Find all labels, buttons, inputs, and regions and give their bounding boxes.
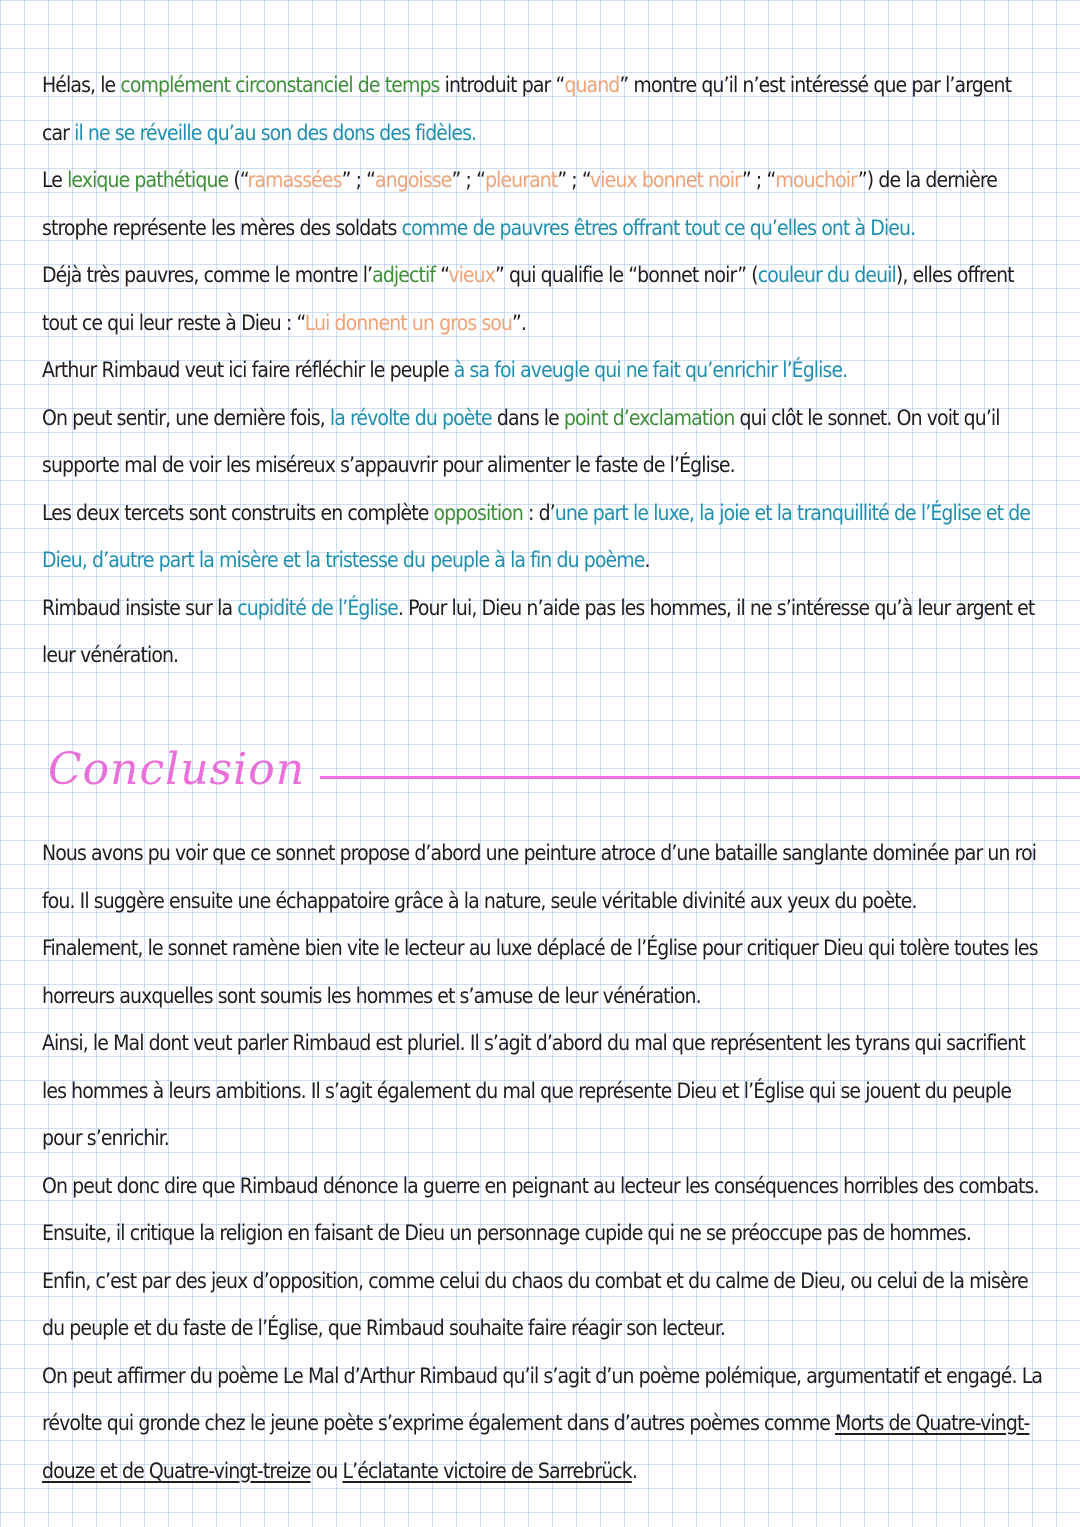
- text-segment: : d’: [522, 500, 555, 525]
- highlighted-text: Lui donnent un gros sou: [304, 310, 512, 335]
- paragraph: [42, 1258, 1042, 1353]
- paragraph: [42, 585, 1042, 680]
- text-segment: .: [644, 548, 650, 572]
- paragraph: [42, 252, 1042, 347]
- highlighted-text: vieux: [448, 263, 496, 287]
- text-segment: introduit par “: [439, 73, 565, 97]
- text-segment: ” ; “: [741, 168, 776, 192]
- text-segment: ou: [310, 1458, 343, 1483]
- highlighted-text: cupidité de l’Église: [237, 595, 398, 620]
- text-segment: Finalement, le sonnet ramène bien vite le lecteur au luxe déplacé de l’Église pour critiquer Dieu qui tolère toutes les horreurs auxquelles sont soumis les hommes et s’amuse de leur vénération.: [42, 936, 1038, 1008]
- highlighted-text: il ne se réveille qu’au son des dons des fidèles.: [74, 120, 477, 145]
- text-segment: .: [631, 1458, 637, 1483]
- highlighted-text: vieux bonnet noir: [590, 168, 742, 192]
- highlighted-text: pleurant: [484, 168, 558, 192]
- text-segment: Déjà très pauvres, comme le montre l’: [42, 263, 373, 287]
- text-segment: ” qui qualifie le “bonnet noir” (: [495, 263, 758, 287]
- paragraph: [42, 157, 1042, 252]
- highlighted-text: couleur du deuil: [757, 263, 896, 287]
- text-segment: Enfin, c’est par des jeux d’opposition, comme celui du chaos du combat et du calme de Dieu, ou celui de la misère du peuple et du faste de l’Église, que Rimbaud souhaite faire réagir son lecteur.: [42, 1268, 1028, 1340]
- paragraph: [42, 1163, 1042, 1258]
- text-segment: On peut sentir, une dernière fois,: [42, 405, 330, 430]
- paragraph: [42, 830, 1042, 925]
- text-segment: Les deux tercets sont construits en complète: [42, 500, 434, 525]
- text-segment: ” ; “: [557, 168, 591, 192]
- text-segment: ), elles offrent tout ce qui leur reste à Dieu : “: [42, 263, 1014, 335]
- highlighted-text: quand: [564, 73, 620, 97]
- highlighted-text: mouchoir: [775, 168, 858, 192]
- text-segment: (“: [228, 168, 248, 192]
- paragraph: [42, 490, 1042, 585]
- text-segment: On peut donc dire que Rimbaud dénonce la guerre en peignant au lecteur les conséquences horribles des combats. Ensuite, il critique la religion en faisant de Dieu un personnage cupide qui ne se préoccupe pas de hommes.: [42, 1173, 1039, 1245]
- highlighted-text: à sa foi aveugle qui ne fait qu’enrichir l’Église.: [453, 358, 848, 382]
- highlighted-text: une part le luxe, la joie et la tranquillité de l’Église et de Dieu, d’autre part la misère et la tristesse du peuple à la fin du poème: [42, 500, 1031, 572]
- highlighted-text: adjectif: [372, 263, 436, 287]
- highlighted-text: ramassées: [247, 168, 342, 192]
- text-segment: Nous avons pu voir que ce sonnet propose d’abord une peinture atroce d’une bataille sanglante dominée par un roi fou. Il suggère ensuite une échappatoire grâce à la nature, seule véritable divinité aux yeux du poète.: [42, 841, 1037, 913]
- highlighted-text: lexique pathétique: [67, 168, 229, 192]
- intro-text: [42, 62, 1042, 680]
- text-segment: Arthur Rimbaud veut ici faire réfléchir le peuple: [42, 358, 454, 382]
- paragraph: [42, 1020, 1042, 1163]
- paragraph: [42, 62, 1042, 157]
- highlighted-text: comme de pauvres êtres offrant tout ce qu’elles ont à Dieu.: [401, 215, 916, 240]
- text-segment: dans le: [491, 405, 564, 430]
- paragraph: [42, 1353, 1042, 1496]
- text-segment: Le: [42, 168, 68, 192]
- highlighted-text: angoisse: [375, 168, 452, 192]
- text-segment: ” montre qu’il n’est intéressé que par l’argent car: [42, 73, 1012, 145]
- text-segment: ” ; “: [451, 168, 485, 192]
- paragraph: [42, 395, 1042, 490]
- poem-title: L’éclatante victoire de Sarrebrück: [342, 1458, 632, 1483]
- text-segment: On peut affirmer du poème Le Mal d’Arthur Rimbaud qu’il s’agit d’un poème polémique, argumentatif et engagé. La révolte qui gronde chez le jeune poète s’exprime également dans d’autres poèmes comme: [42, 1363, 1043, 1435]
- text-segment: . Pour lui, Dieu n’aide pas les hommes, il ne s’intéresse qu’à leur argent et leur vénération.: [42, 595, 1035, 667]
- highlighted-text: la révolte du poète: [329, 405, 492, 430]
- text-segment: Rimbaud insiste sur la: [42, 595, 238, 620]
- text-segment: ”.: [512, 310, 526, 335]
- paragraph: [42, 925, 1042, 1020]
- text-segment: Hélas, le: [42, 73, 121, 97]
- highlighted-text: opposition: [433, 500, 523, 525]
- highlighted-text: point d’exclamation: [563, 405, 735, 430]
- poem-title: Morts de Quatre-vingt-douze et de Quatre-vingt-treize: [42, 1411, 1030, 1483]
- text-segment: ” ; “: [341, 168, 376, 192]
- conclusion-heading: Conclusion: [48, 744, 306, 795]
- highlighted-text: complément circonstanciel de temps: [120, 73, 440, 97]
- heading-divider: [320, 776, 1080, 779]
- text-segment: Ainsi, le Mal dont veut parler Rimbaud est pluriel. Il s’agit d’abord du mal que représentent les tyrans qui sacrifient les hommes à leurs ambitions. Il s’agit également du mal que représente Dieu et l’Église qui se jouent du peuple pour s’enrichir.: [42, 1031, 1025, 1150]
- paragraph: [42, 347, 1042, 395]
- conclusion-text: [42, 830, 1042, 1495]
- conclusion-heading-row: [42, 742, 1080, 812]
- text-segment: ”) de la dernière strophe représente les mères des soldats: [42, 168, 997, 240]
- text-segment: qui clôt le sonnet. On voit qu’il supporte mal de voir les miséreux s’appauvrir pour alimenter le faste de l’Église.: [42, 405, 1000, 477]
- text-segment: “: [435, 263, 449, 287]
